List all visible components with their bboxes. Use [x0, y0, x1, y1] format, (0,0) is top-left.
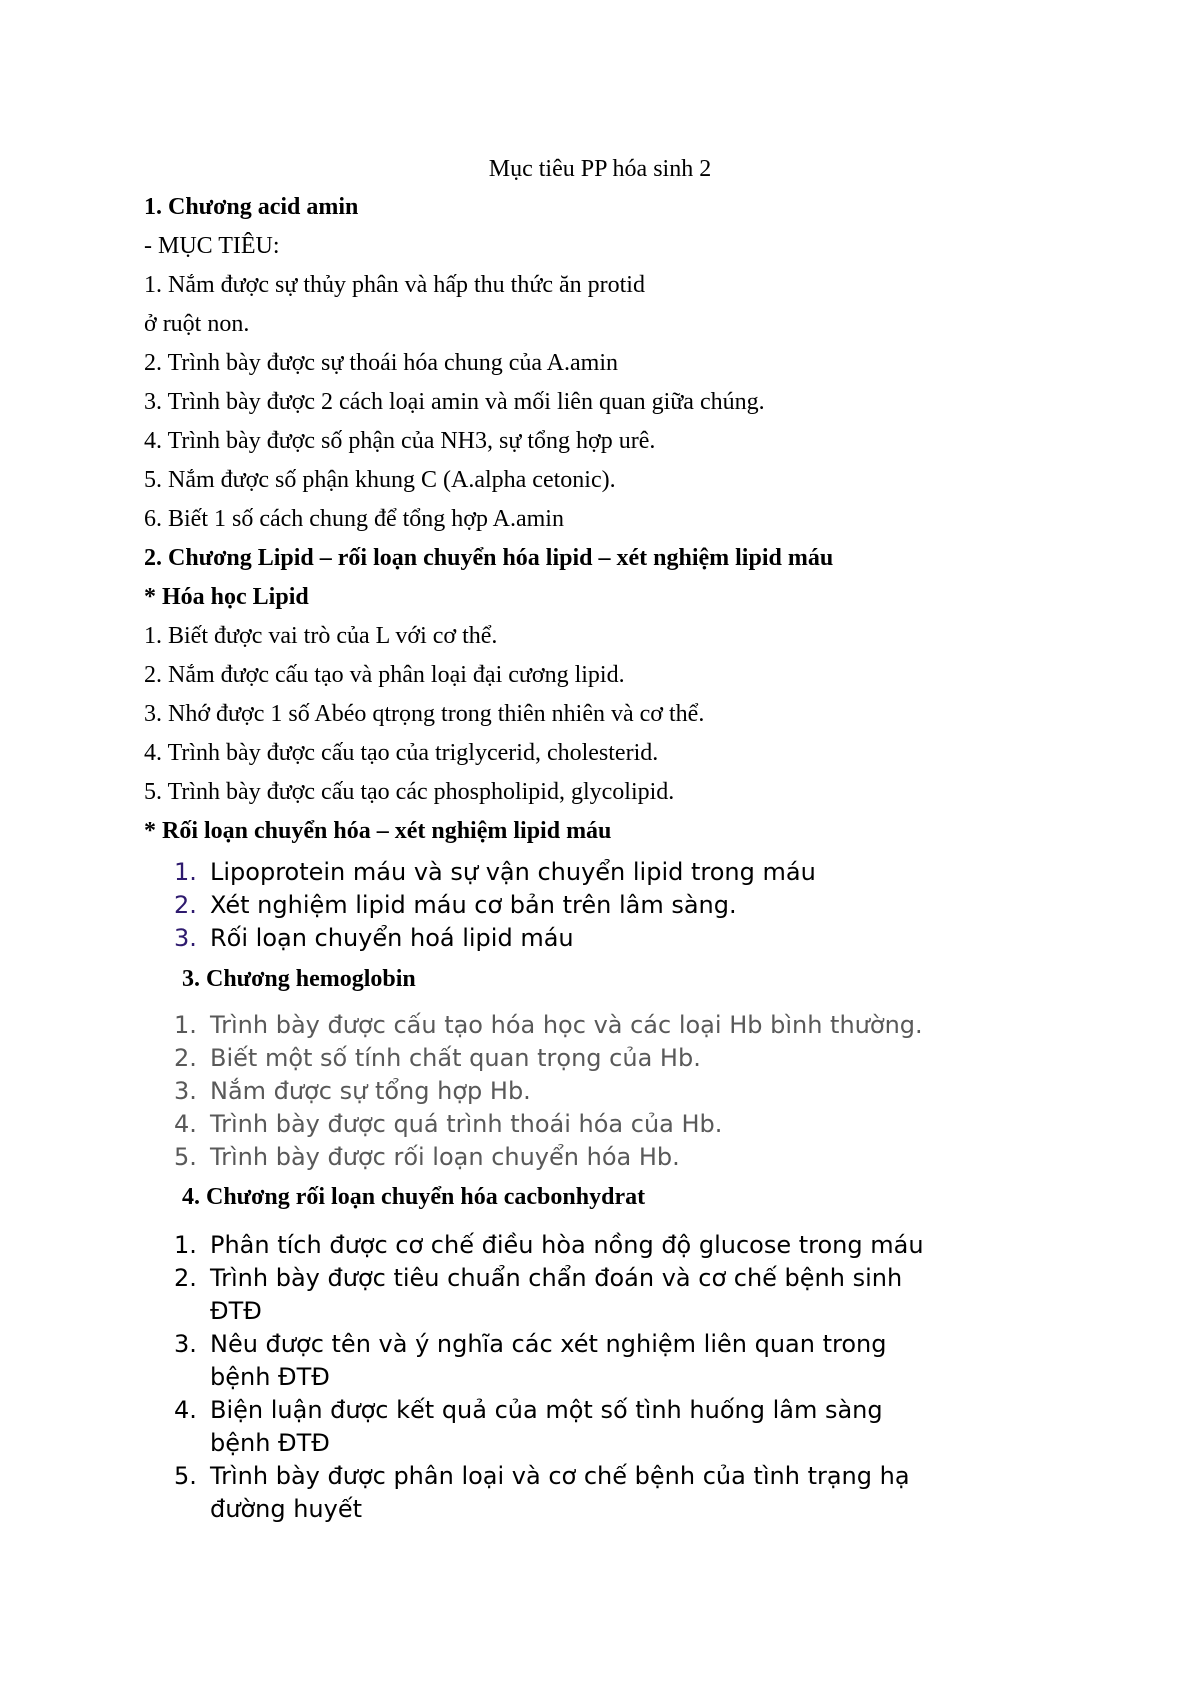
chapter-1-line: 3. Trình bày được 2 cách loại amin và mối liên quan giữa chúng.: [144, 389, 765, 415]
list-text: Trình bày được quá trình thoái hóa của Hb.: [210, 1110, 723, 1138]
list-number: 4.: [174, 1396, 197, 1424]
chapter-2-subheading-disorder: * Rối loạn chuyển hóa – xét nghiệm lipid máu: [144, 818, 612, 844]
document-title: Mục tiêu PP hóa sinh 2: [488, 156, 712, 182]
list-text: Trình bày được rối loạn chuyển hóa Hb.: [210, 1143, 680, 1171]
list-text: Rối loạn chuyển hoá lipid máu: [210, 924, 574, 952]
chapter-1-heading: 1. Chương acid amin: [144, 194, 359, 220]
list-number: 2.: [174, 1264, 197, 1292]
list-text: Phân tích được cơ chế điều hòa nồng độ glucose trong máu: [210, 1231, 924, 1259]
list-text: Nắm được sự tổng hợp Hb.: [210, 1077, 531, 1105]
list-number: 2.: [174, 1044, 197, 1072]
list-text: Xét nghiệm lipid máu cơ bản trên lâm sàng.: [210, 891, 737, 919]
list-text: Lipoprotein máu và sự vận chuyển lipid trong máu: [210, 858, 816, 886]
list-number: 1.: [174, 858, 197, 886]
list-number: 5.: [174, 1143, 197, 1171]
chapter-1-line: 5. Nắm được số phận khung C (A.alpha cetonic).: [144, 467, 616, 493]
list-number: 2.: [174, 891, 197, 919]
chapter-1-line: 1. Nắm được sự thủy phân và hấp thu thức ăn protid: [144, 272, 645, 298]
chapter-2-line: 4. Trình bày được cấu tạo của triglycerid, cholesterid.: [144, 740, 659, 766]
chapter-2-line: 3. Nhớ được 1 số Abéo qtrọng trong thiên nhiên và cơ thể.: [144, 701, 705, 727]
list-number: 3.: [174, 1330, 197, 1358]
chapter-2-subheading-chemistry: * Hóa học Lipid: [144, 584, 309, 610]
list-number: 3.: [174, 924, 197, 952]
list-text: Biện luận được kết quả của một số tình huống lâm sàng: [210, 1396, 883, 1424]
list-text: Trình bày được cấu tạo hóa học và các loại Hb bình thường.: [210, 1011, 923, 1039]
chapter-1-line: 6. Biết 1 số cách chung để tổng hợp A.amin: [144, 506, 564, 532]
list-text-continuation: bệnh ĐTĐ: [210, 1429, 330, 1457]
chapter-4-heading: 4. Chương rối loạn chuyển hóa cacbonhydrat: [182, 1184, 646, 1210]
list-number: 5.: [174, 1462, 197, 1490]
chapter-2-line: 2. Nắm được cấu tạo và phân loại đại cương lipid.: [144, 662, 625, 688]
list-text: Trình bày được phân loại và cơ chế bệnh của tình trạng hạ: [210, 1462, 910, 1490]
chapter-1-line: ở ruột non.: [144, 311, 250, 337]
list-text-continuation: đường huyết: [210, 1495, 363, 1523]
chapter-3-heading: 3. Chương hemoglobin: [182, 966, 416, 992]
list-text-continuation: ĐTĐ: [210, 1297, 262, 1325]
list-text: Nêu được tên và ý nghĩa các xét nghiệm liên quan trong: [210, 1330, 887, 1358]
list-text: Biết một số tính chất quan trọng của Hb.: [210, 1044, 701, 1072]
list-number: 4.: [174, 1110, 197, 1138]
chapter-2-line: 1. Biết được vai trò của L với cơ thể.: [144, 623, 498, 649]
chapter-2-heading: 2. Chương Lipid – rối loạn chuyển hóa lipid – xét nghiệm lipid máu: [144, 545, 834, 571]
list-number: 1.: [174, 1011, 197, 1039]
chapter-1-subheading: - MỤC TIÊU:: [144, 233, 280, 259]
list-number: 1.: [174, 1231, 197, 1259]
chapter-1-line: 4. Trình bày được số phận của NH3, sự tổng hợp urê.: [144, 428, 656, 454]
chapter-2-line: 5. Trình bày được cấu tạo các phospholipid, glycolipid.: [144, 779, 675, 805]
list-text-continuation: bệnh ĐTĐ: [210, 1363, 330, 1391]
list-number: 3.: [174, 1077, 197, 1105]
chapter-1-line: 2. Trình bày được sự thoái hóa chung của A.amin: [144, 350, 618, 376]
list-text: Trình bày được tiêu chuẩn chẩn đoán và cơ chế bệnh sinh: [210, 1264, 903, 1292]
